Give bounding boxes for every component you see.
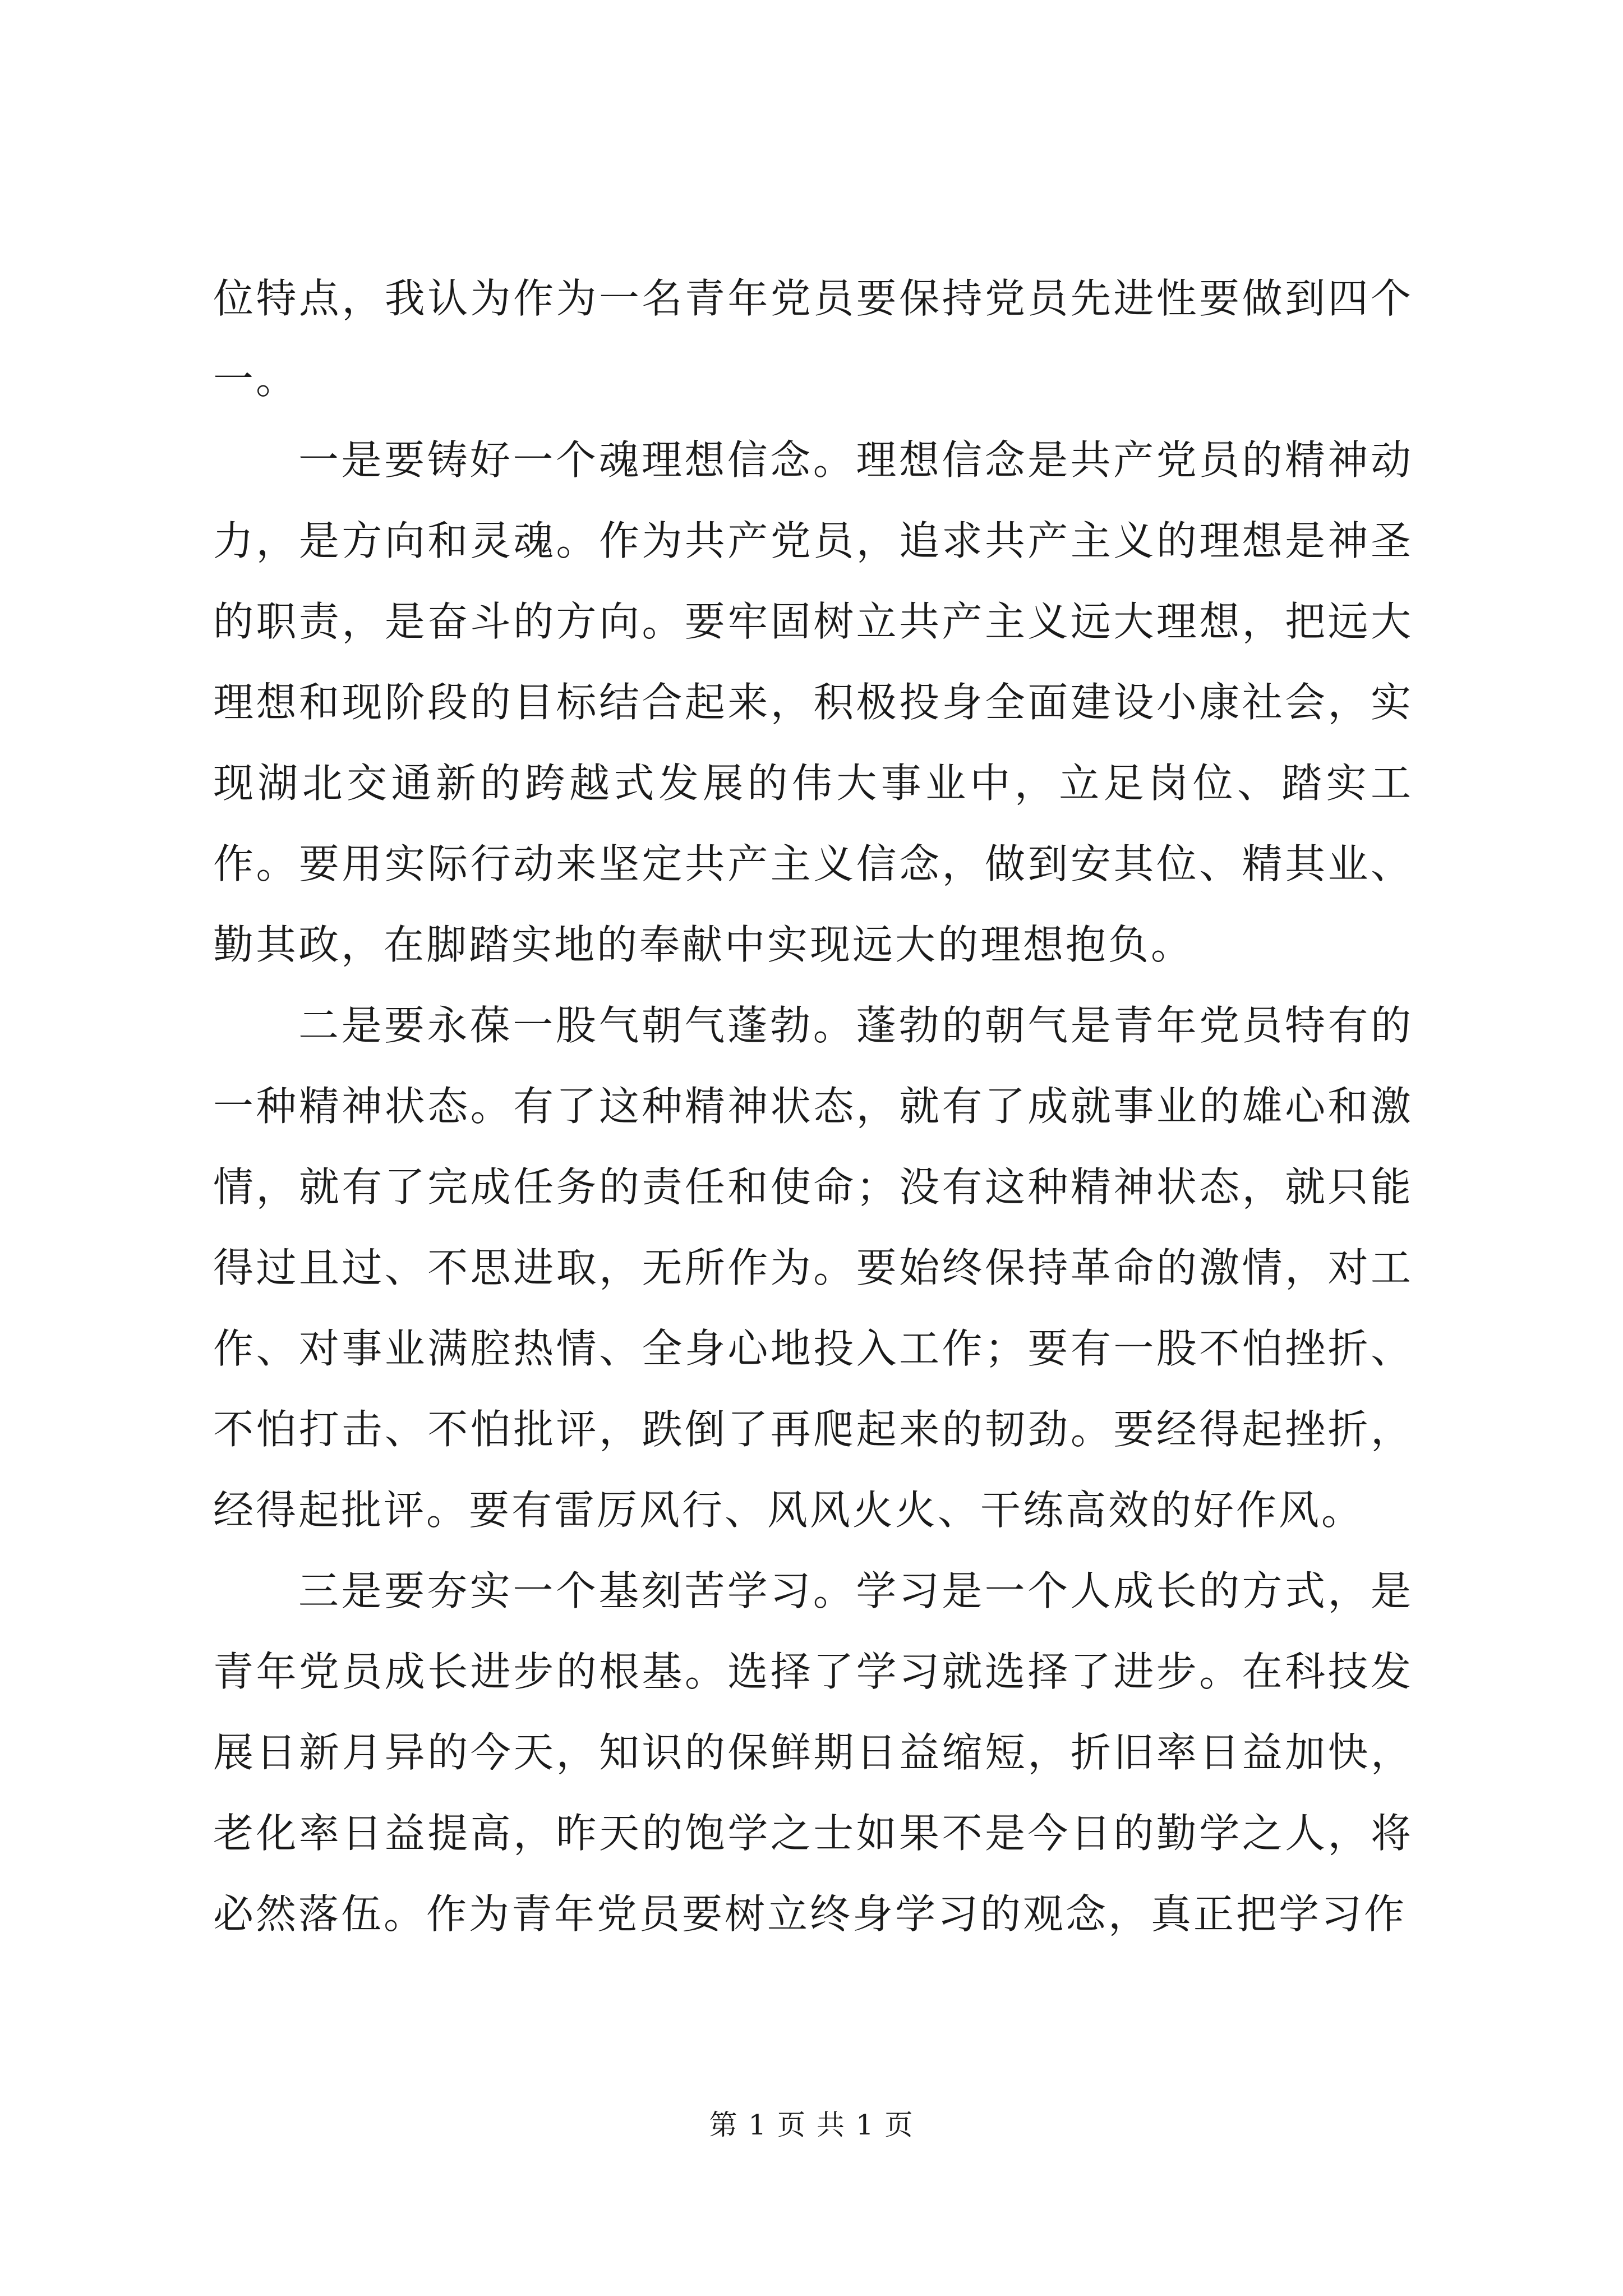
page-footer: 第 1 页 共 1 页 <box>709 2109 914 2141</box>
paragraph-continuation: 位特点，我认为作为一名青年党员要保持党员先进性要做到四个一。 <box>213 275 1413 403</box>
paragraph-study: 三是要夯实一个基刻苦学习。学习是一个人成长的方式，是青年党员成长进步的根基。选择了学习就选择了进步。在科技发展日新月异的今天，知识的保鲜期日益缩短，折旧率日益加快，老化率日益提高，昨天的饱学之士如果不是今日的勤学之人，将必然落伍。作为青年党员要树立终身学习的观念，真正把学习作 <box>213 1567 1413 1938</box>
paragraph-ideals: 一是要铸好一个魂理想信念。理想信念是共产党员的精神动力，是方向和灵魂。作为共产党员，追求共产主义的理想是神圣的职责，是奋斗的方向。要牢固树立共产主义远大理想，把远大理想和现阶段的目标结合起来，积极投身全面建设小康社会，实现湖北交通新的跨越式发展的伟大事业中，立足岗位、踏实工作。要用实际行动来坚定共产主义信念，做到安其位、精其业、勤其政，在脚踏实地的奉献中实现远大的理想抱负。 <box>213 436 1413 968</box>
paragraph-spirit: 二是要永葆一股气朝气蓬勃。蓬勃的朝气是青年党员特有的一种精神状态。有了这种精神状态，就有了成就事业的雄心和激情，就有了完成任务的责任和使命；没有这种精神状态，就只能得过且过、不思进取，无所作为。要始终保持革命的激情，对工作、对事业满腔热情、全身心地投入工作；要有一股不怕挫折、不怕打击、不怕批评，跌倒了再爬起来的韧劲。要经得起挫折，经得起批评。要有雷厉风行、风风火火、干练高效的好作风。 <box>213 1002 1413 1534</box>
document-body <box>213 258 1413 1954</box>
